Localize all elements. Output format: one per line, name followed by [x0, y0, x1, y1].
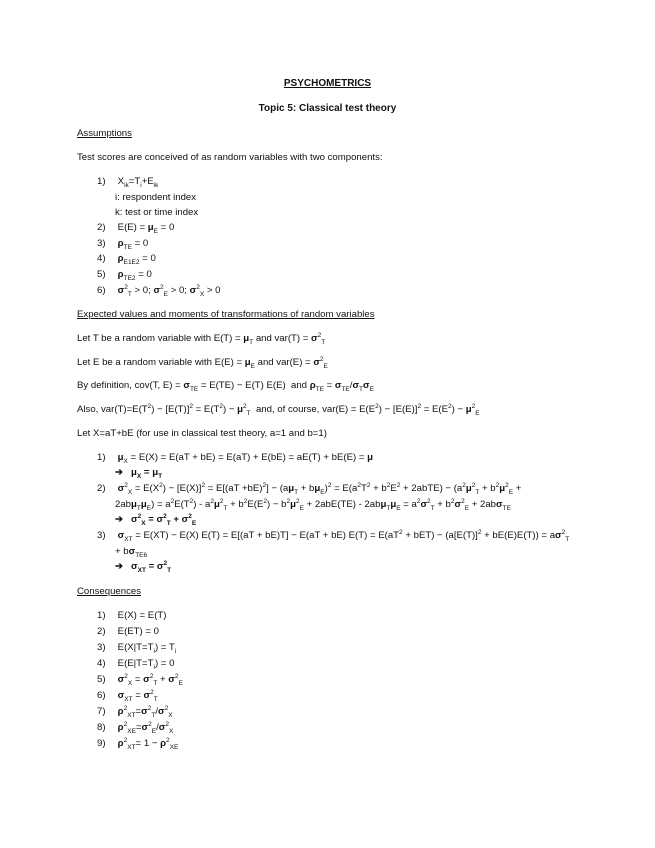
expected-2-result: ➔ $\sigma^2_X = \sigma^2_T + \sigma^2_E$: [115, 512, 197, 527]
expected-2-continuation: $2ab\mu_T\mu_E) = a^2E(T^2) - a^2\mu^2_T + b^2E(E^2) - b^2\mu^2_E + 2abE(TE) - 2ab\mu_T\mu_E = a^2\sigma^2_T + b^2\sigma^2_E + 2ab\sigma_{TE}$: [115, 497, 511, 512]
def-e-line: Let E be a random variable with $E(E) = \mu_E$ and $var(E) = \sigma^2_E$: [77, 355, 328, 370]
variance-line: Also, $var(T)=E(T^2) - [E(T)]^2 = E(T^2) - \mu^2_T$ and, of course, $var(E) = E(E^2) - [E(E)]^2 = E(E^2) - \mu^2_E$: [77, 402, 480, 417]
consequence-7-text: $\rho^2_{XT}=\sigma^2_T/\sigma^2_X$: [117, 704, 173, 719]
consequence-4-text: $E(E|T=T_i) = 0$: [117, 658, 175, 671]
consequence-2-text: E(ET) = 0: [117, 626, 159, 637]
arrow-icon: ➔: [115, 514, 124, 525]
item-number: 7): [97, 706, 106, 717]
consequence-9: [97, 738, 178, 749]
consequence-7: [97, 706, 173, 717]
consequence-6: [97, 690, 158, 701]
assumption-2-text: $E(E) = \mu_E = 0$: [117, 222, 175, 235]
assumption-4-text: $\rho_{E1E2} = 0$: [117, 253, 156, 266]
assumption-5: [97, 269, 152, 280]
item-number: 4): [97, 253, 106, 264]
expected-3-continuation: + $b\sigma_{TE6}$: [115, 546, 148, 559]
arrow-icon: ➔: [115, 467, 124, 478]
assumptions-intro: Test scores are conceived of as random variables with two components:: [77, 152, 383, 163]
assumption-6: [97, 285, 220, 296]
assumptions-heading: Assumptions: [77, 128, 132, 139]
item-number: 5): [97, 674, 106, 685]
consequence-3: [97, 642, 176, 653]
item-number: 2): [97, 483, 106, 494]
assumption-1-note-k: k: test or time index: [115, 207, 199, 218]
consequence-5-text: $\sigma^2_X = \sigma^2_T + \sigma^2_E$: [117, 672, 183, 687]
expected-1-result: ➔ $\mu_X = \mu_T$: [115, 467, 163, 480]
expected-3: [97, 530, 569, 541]
consequences-heading: Consequences: [77, 586, 142, 597]
item-number: 1): [97, 610, 106, 621]
covariance-line: By definition, cov(T, $E) = \sigma_{TE} = E(TE) - E(T)$ E(E) and $\rho_{TE} = \sigma_{TE}/\sigma_T\sigma_E$: [77, 380, 374, 393]
item-number: 4): [97, 658, 106, 669]
assumption-3: [97, 238, 148, 249]
consequence-8-text: $\rho^2_{XE}=\sigma^2_E/\sigma^2_X$: [117, 720, 174, 735]
topic-title: Topic 5: Classical test theory: [258, 103, 397, 114]
expected-2-text: $\sigma^2_X = E(X^2) - [E(X)]^2 = E[(aT +bE)^2] - (a\mu_T + b\mu_E)^2 = E(a^2T^2 + b^2E^2$ + 2abTE) − ($a^2\mu^2_T + b^2\mu^2_E$ +: [117, 481, 522, 496]
assumption-4: [97, 253, 156, 264]
item-number: 5): [97, 269, 106, 280]
assumption-1-note-i: i: respondent index: [115, 192, 197, 203]
item-number: 6): [97, 690, 106, 701]
item-number: 2): [97, 626, 106, 637]
item-number: 3): [97, 642, 106, 653]
consequence-9-text: $\rho^2_{XT}= 1 - \rho^2_{XE}$: [117, 736, 179, 751]
expected-3-text: $\sigma_{XT} = E(XT) - E(X) E(T) = E[(aT + bE)T] - E(aT + bE) E(T) = E(aT^2 + bET) - (a[E(T)]^2 + bE(E)E(T)) = a\sigma^2_T$: [117, 528, 570, 543]
item-number: 9): [97, 738, 106, 749]
consequence-6-text: $\sigma_{XT} = \sigma^2_T$: [117, 688, 158, 703]
item-number: 3): [97, 530, 106, 541]
expected-1-text: $\mu_X = E(X) = E(aT + bE) = E(aT) + E(bE) = aE(T) + bE(E) = \mu$: [117, 452, 373, 465]
item-number: 2): [97, 222, 106, 233]
expected-1: [97, 452, 373, 463]
consequence-1-text: E(X) = E(T): [117, 610, 167, 621]
item-number: 8): [97, 722, 106, 733]
assumption-1-text: $X_{ik}=T_i+E_{ik}$: [117, 176, 159, 189]
expected-values-heading: Expected values and moments of transformations of random variables: [77, 309, 375, 320]
item-number: 1): [97, 452, 106, 463]
document-title: PSYCHOMETRICS: [283, 78, 372, 89]
assumption-3-text: $\rho_{TE} = 0$: [117, 238, 149, 251]
expected-3-result: ➔ $\sigma_{XT} = \sigma^2_T$: [115, 559, 172, 574]
assumption-1: [97, 176, 158, 187]
arrow-icon: ➔: [115, 561, 124, 572]
consequence-4: [97, 658, 174, 669]
item-number: 1): [97, 176, 106, 187]
consequence-2: [97, 626, 159, 637]
expected-2: [97, 483, 521, 494]
consequence-1: [97, 610, 166, 621]
item-number: 6): [97, 285, 106, 296]
assumption-5-text: $\rho_{TE2} = 0$: [117, 269, 152, 282]
item-number: 3): [97, 238, 106, 249]
consequence-3-text: $E(X|T=T_i) = T_i$: [117, 642, 177, 655]
consequence-8: [97, 722, 173, 733]
assumption-2: [97, 222, 174, 233]
consequence-5: [97, 674, 183, 685]
let-x-line: Let X=aT+bE (for use in classical test theory, a=1 and b=1): [77, 428, 327, 439]
def-t-line: Let T be a random variable with $E(T) = \mu_T$ and $var(T) = \sigma^2_T$: [77, 331, 326, 346]
assumption-6-text: $\sigma^2_T > 0$; $\sigma^2_E > 0$; $\sigma^2_X > 0$: [117, 283, 221, 298]
